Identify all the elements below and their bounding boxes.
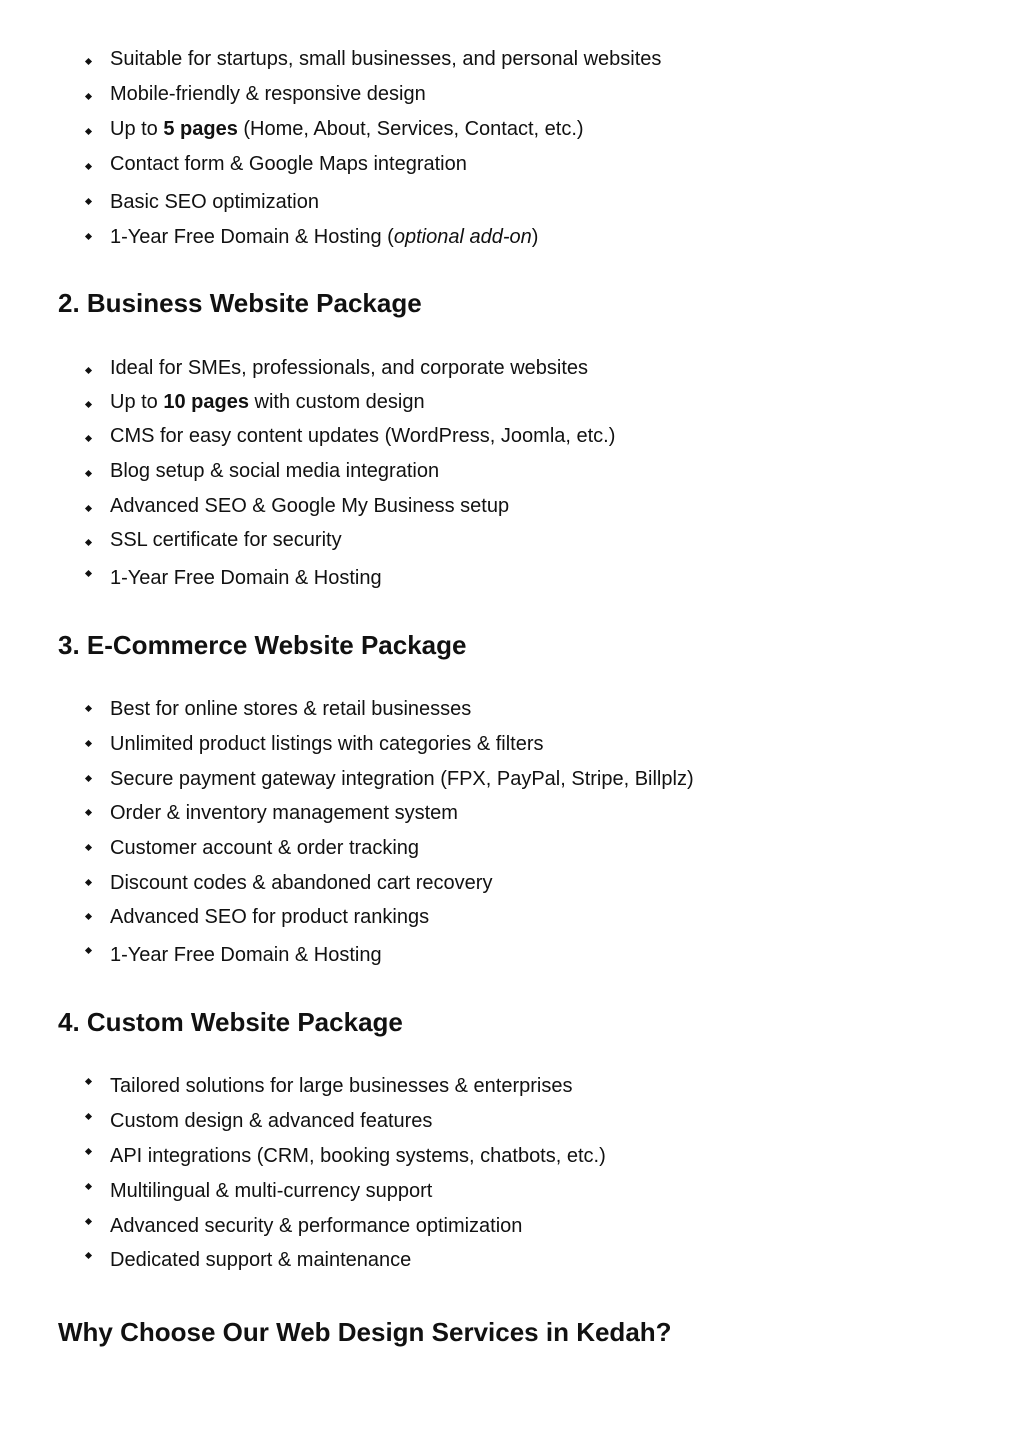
list-item: Ideal for SMEs, professionals, and corporate websites bbox=[110, 356, 588, 380]
list-item: 1-Year Free Domain & Hosting bbox=[110, 566, 382, 590]
bullet-icon bbox=[85, 401, 92, 408]
bullet-icon bbox=[85, 844, 92, 851]
list-item: Up to 10 pages with custom design bbox=[110, 390, 425, 414]
list-item: Order & inventory management system bbox=[110, 801, 458, 825]
list-item: SSL certificate for security bbox=[110, 528, 342, 552]
list-item: Advanced SEO & Google My Business setup bbox=[110, 494, 509, 518]
list-item: Blog setup & social media integration bbox=[110, 459, 439, 483]
list-item: Tailored solutions for large businesses & enterprises bbox=[110, 1074, 572, 1098]
bullet-icon bbox=[85, 913, 92, 920]
bullet-icon bbox=[85, 470, 92, 477]
bullet-icon bbox=[85, 505, 92, 512]
list-item: Dedicated support & maintenance bbox=[110, 1248, 411, 1272]
bullet-icon bbox=[85, 947, 92, 954]
list-item: Advanced SEO for product rankings bbox=[110, 905, 429, 929]
bullet-icon bbox=[85, 435, 92, 442]
bullet-icon bbox=[85, 1078, 92, 1085]
section-heading: 2. Business Website Package bbox=[58, 288, 422, 318]
bullet-icon bbox=[85, 1148, 92, 1155]
list-item: Basic SEO optimization bbox=[110, 190, 319, 214]
bullet-icon bbox=[85, 705, 92, 712]
bullet-icon bbox=[85, 1183, 92, 1190]
bullet-icon bbox=[85, 1252, 92, 1259]
list-item: Suitable for startups, small businesses, and personal websites bbox=[110, 47, 661, 71]
bullet-icon bbox=[85, 233, 92, 240]
bullet-icon bbox=[85, 570, 92, 577]
list-item: 1-Year Free Domain & Hosting (optional add-on) bbox=[110, 225, 538, 249]
list-item: Customer account & order tracking bbox=[110, 836, 419, 860]
bullet-icon bbox=[85, 809, 92, 816]
list-item: API integrations (CRM, booking systems, chatbots, etc.) bbox=[110, 1144, 606, 1168]
list-item: Advanced security & performance optimization bbox=[110, 1214, 522, 1238]
bullet-icon bbox=[85, 879, 92, 886]
list-item: CMS for easy content updates (WordPress, Joomla, etc.) bbox=[110, 424, 615, 448]
list-item: 1-Year Free Domain & Hosting bbox=[110, 943, 382, 967]
list-item: Up to 5 pages (Home, About, Services, Contact, etc.) bbox=[110, 117, 584, 141]
list-item: Mobile-friendly & responsive design bbox=[110, 82, 426, 106]
bullet-icon bbox=[85, 93, 92, 100]
bullet-icon bbox=[85, 740, 92, 747]
bullet-icon bbox=[85, 1218, 92, 1225]
bullet-icon bbox=[85, 1113, 92, 1120]
section-heading: 4. Custom Website Package bbox=[58, 1007, 403, 1037]
list-item: Contact form & Google Maps integration bbox=[110, 152, 467, 176]
bullet-icon bbox=[85, 128, 92, 135]
bullet-icon bbox=[85, 539, 92, 546]
list-item: Secure payment gateway integration (FPX, PayPal, Stripe, Billplz) bbox=[110, 767, 694, 791]
list-item: Multilingual & multi-currency support bbox=[110, 1179, 432, 1203]
bullet-icon bbox=[85, 198, 92, 205]
list-item: Discount codes & abandoned cart recovery bbox=[110, 871, 492, 895]
bullet-icon bbox=[85, 367, 92, 374]
section-heading: Why Choose Our Web Design Services in Kedah? bbox=[58, 1317, 672, 1347]
list-item: Best for online stores & retail businesses bbox=[110, 697, 471, 721]
bullet-icon bbox=[85, 775, 92, 782]
bullet-icon bbox=[85, 163, 92, 170]
list-item: Custom design & advanced features bbox=[110, 1109, 432, 1133]
list-item: Unlimited product listings with categories & filters bbox=[110, 732, 544, 756]
section-heading: 3. E-Commerce Website Package bbox=[58, 630, 467, 660]
bullet-icon bbox=[85, 58, 92, 65]
